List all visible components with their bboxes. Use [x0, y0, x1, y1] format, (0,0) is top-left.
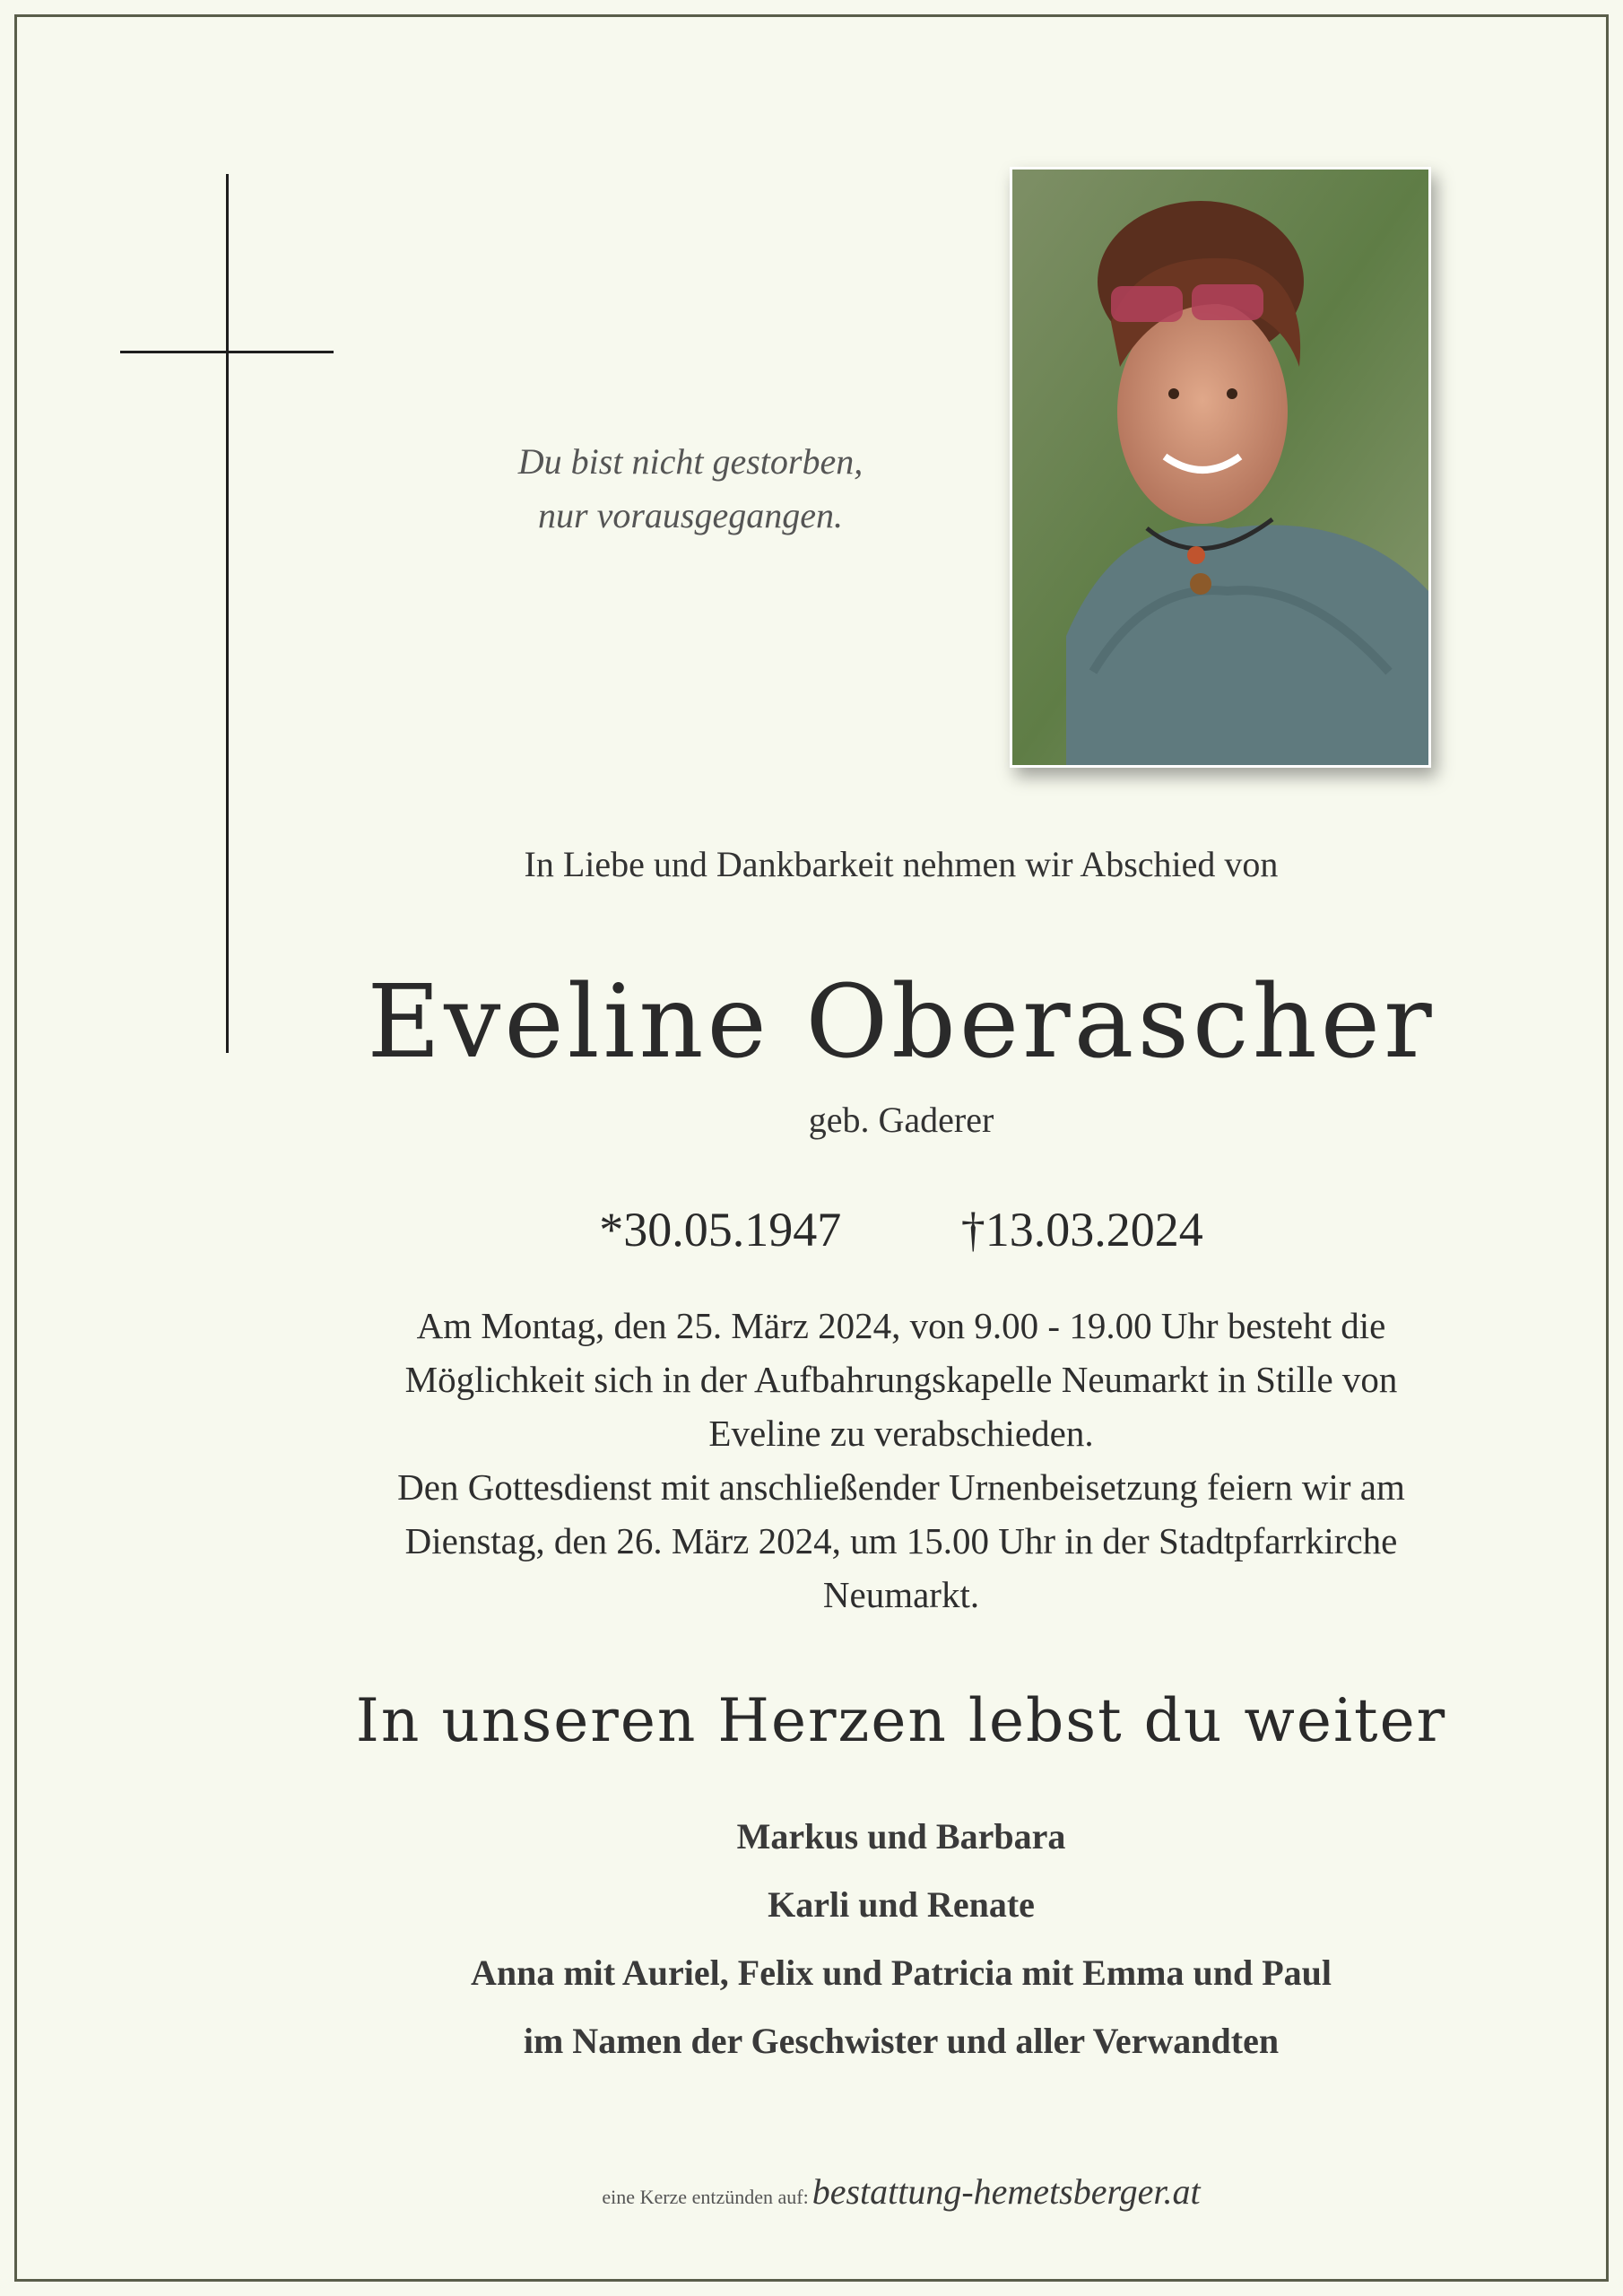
- funeral-info: Den Gottesdienst mit anschließender Urnenbeisetzung feiern wir am Dienstag, den 26. März 2024, um 15.00 Uhr in der Stadtpfarrkirche Neumarkt.: [397, 1466, 1405, 1615]
- quote-line-2: nur vorausgegangen.: [538, 495, 843, 535]
- family-line: Karli und Renate: [768, 1884, 1035, 1925]
- family-list: [269, 1803, 1533, 2075]
- quote-line-1: Du bist nicht gestorben,: [517, 441, 864, 482]
- portrait-image: [1012, 170, 1428, 765]
- service-info: [354, 1299, 1448, 1622]
- death-date: †13.03.2024: [960, 1203, 1203, 1257]
- maiden-name: geb. Gaderer: [808, 1100, 994, 1140]
- family-line: Markus und Barbara: [736, 1816, 1066, 1857]
- cross-icon-bar: [120, 351, 334, 353]
- memorial-quote: [421, 435, 959, 543]
- life-dates: [269, 1202, 1533, 1257]
- deceased-name: Eveline Oberascher: [367, 964, 1436, 1081]
- portrait-photo: [1010, 167, 1431, 768]
- family-line: im Namen der Geschwister und aller Verwandten: [523, 2021, 1280, 2061]
- cross-icon: [226, 174, 229, 1053]
- website-link[interactable]: bestattung-hemetsberger.at: [812, 2171, 1201, 2212]
- footer-label: eine Kerze entzünden auf:: [602, 2186, 809, 2208]
- memorial-motto: In unseren Herzen lebst du weiter: [355, 1686, 1447, 1755]
- viewing-info: Am Montag, den 25. März 2024, von 9.00 - 19.00 Uhr besteht die Möglichkeit sich in der Aufbahrungskapelle Neumarkt in Stille von Eveline zu verabschieden.: [404, 1305, 1398, 1454]
- birth-date: *30.05.1947: [599, 1203, 842, 1257]
- family-line: Anna mit Auriel, Felix und Patricia mit Emma und Paul: [470, 1952, 1332, 1993]
- intro-text: In Liebe und Dankbarkeit nehmen wir Abschied von: [524, 844, 1279, 884]
- footer: [269, 2170, 1533, 2213]
